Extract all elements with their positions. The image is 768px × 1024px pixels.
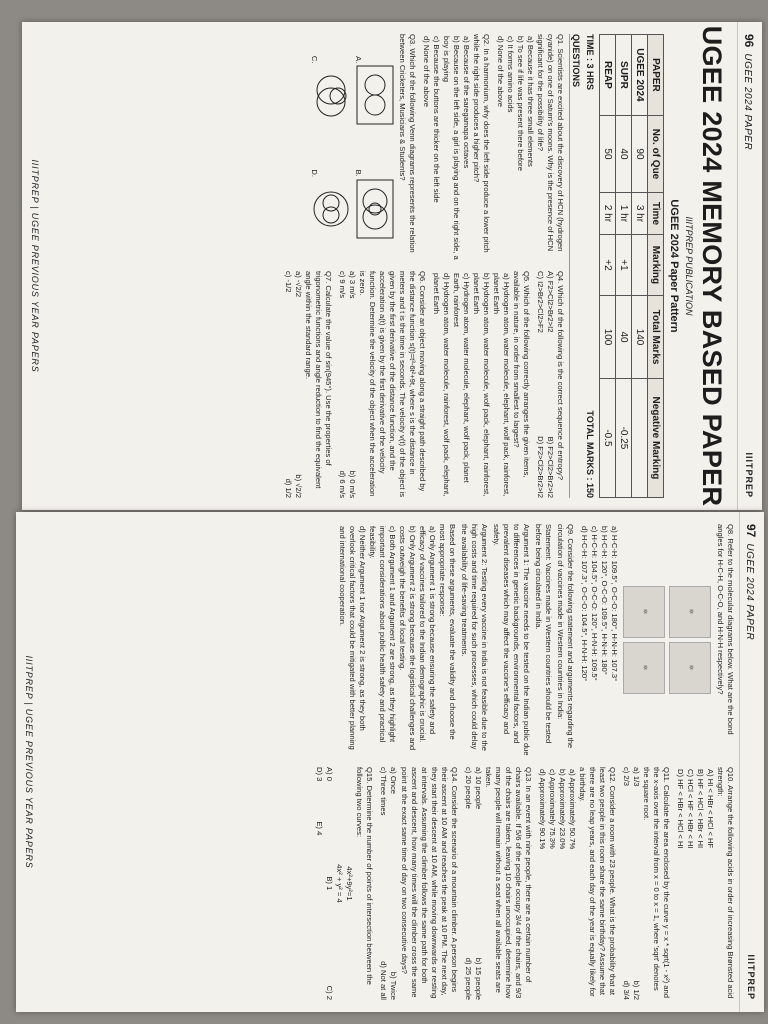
cell: -0.5 bbox=[600, 378, 616, 497]
question-1 bbox=[495, 34, 565, 261]
cell: 100 bbox=[600, 296, 616, 379]
question-5 bbox=[431, 271, 531, 498]
option: D) F2>Cl2>Br2>I2 bbox=[535, 436, 545, 498]
cell: REAP bbox=[600, 35, 616, 116]
option-label: D. bbox=[309, 169, 319, 177]
option: a) Once bbox=[389, 767, 399, 795]
cell: SUPR bbox=[616, 35, 632, 116]
venn-row-1 bbox=[353, 34, 394, 261]
brand-logo: IIITPREP bbox=[746, 954, 756, 1000]
cell: +1 bbox=[616, 234, 632, 295]
pattern-table bbox=[599, 34, 664, 498]
molecule-image: ⚛ bbox=[669, 642, 711, 694]
page-number: 97 bbox=[744, 524, 758, 538]
venn-option-a bbox=[353, 56, 394, 125]
th-marking: Marking bbox=[648, 234, 664, 295]
option: d) 25 people bbox=[463, 957, 473, 1000]
option: b) To see if life was present there before bbox=[515, 36, 525, 171]
question-7 bbox=[283, 271, 333, 498]
question-text: Q12. Consider a room with 23 people. What is the probability that at least two people in this room share the same birthday? Assume that there are no leap years, and each day of the year is equally likely for a birthday. bbox=[577, 767, 617, 997]
table-row bbox=[632, 35, 648, 498]
question-text: Q10. Arrange the following acids in order of increasing Brønsted acid strength: bbox=[715, 767, 735, 999]
question-8 bbox=[579, 524, 735, 757]
page-number: 96 bbox=[742, 34, 756, 48]
argument-1: Argument 1: The vaccine needs to be tested on the Indian public due to differences in genetic backgrounds, environmental factors, and prevalent diseases which may affect the vaccine's efficacy and safety. bbox=[491, 524, 531, 756]
column-1 bbox=[279, 34, 565, 261]
option: A) HI < HBr < HCl < HF bbox=[705, 769, 715, 849]
option: d) Not at all bbox=[379, 961, 389, 1000]
running-header bbox=[739, 512, 764, 1012]
option: d) Neither Argument 1 nor Argument 2 is strong, as they both overlook critical factors that could be mitigated with better planning and international cooperation. bbox=[337, 526, 367, 750]
cell: UGEE 2024 bbox=[632, 35, 648, 116]
option-label: B. bbox=[353, 169, 363, 177]
option: a) Only Argument 1 is strong because ensuring the safety and efficacy of vaccines tailored to the Indian demographic is crucial. bbox=[417, 526, 437, 743]
option: a) -√2/2 bbox=[293, 271, 303, 298]
option: b) H-C-H: 120°, O-C-O: 109.5°, H-N-H: 180° bbox=[599, 526, 609, 675]
question-2 bbox=[421, 34, 491, 261]
question-11 bbox=[621, 767, 671, 1000]
option: a) Approximately 50.7% bbox=[567, 769, 577, 850]
option: c) Hydrogen atom, water molecule, elephant, wolf pack, planet Earth, rainforest bbox=[451, 273, 471, 483]
option: C) 2 bbox=[325, 985, 335, 1000]
running-header bbox=[737, 22, 762, 510]
statement: Statement: Vaccines made in Western countries should be tested before being circulated in India. bbox=[533, 524, 553, 744]
cell: 40 bbox=[616, 296, 632, 379]
option: C) I2>Br2>Cl2>F2 bbox=[535, 271, 545, 333]
option: b) 0 m/s bbox=[347, 470, 357, 498]
running-title: UGEE 2024 PAPER bbox=[744, 543, 755, 641]
venn-diagram-icon bbox=[356, 65, 394, 125]
option: c) -1/2 bbox=[283, 271, 293, 293]
venn-diagram-icon bbox=[356, 179, 394, 239]
argument-2: Argument 2: Testing every vaccine in India is not feasible due to the high costs and time required for such processes, which could delay the availability of life-saving treatments. bbox=[459, 524, 489, 751]
time-marks-row bbox=[585, 34, 595, 498]
venn-diagram-icon bbox=[312, 179, 350, 239]
question-15 bbox=[314, 767, 374, 1000]
cell bbox=[632, 234, 648, 295]
page-footer: IIITPREP | UGEE PREVIOUS YEAR PAPERS bbox=[30, 159, 40, 373]
question-6 bbox=[337, 271, 427, 498]
option: c) 9 m/s bbox=[337, 271, 347, 299]
pattern-title: UGEE 2024 Paper Pattern bbox=[668, 199, 680, 333]
option: b) Twice bbox=[389, 971, 399, 1000]
option: c) H-C-H: 104.5°, O-C-O: 120°, H-N-H: 109.5° bbox=[589, 526, 599, 681]
equation: 4x² + y² = 4 bbox=[335, 864, 345, 903]
question-text: Q14. Consider the scenario of a mountain climber. A person begins their ascent at 10 AM and reaches the peak at 10 PM. The next day, they start their descent at 10 AM, while moving downwards or resting at intervals. Assuming the climber follows the same path for both ascent and descent, how many times will the climber cross the same point at the exact same time of day on two consecutive days? bbox=[399, 767, 459, 999]
cell: 40 bbox=[616, 115, 632, 192]
option: b) Because on the left side, a girl is playing and on the right side, a boy is playing bbox=[441, 36, 461, 260]
option: A) 0 bbox=[325, 767, 335, 781]
option: b) Hydrogen atom, water molecule, wolf pack, elephant, rainforest, planet Earth bbox=[471, 273, 491, 497]
th-time: Time bbox=[648, 193, 664, 235]
column-1 bbox=[310, 524, 735, 757]
page-96 bbox=[22, 22, 762, 510]
question-text: Q5. Which of the following correctly arranges the given items, available in nature, in order from smallest to largest? bbox=[511, 271, 531, 478]
option: a) 3 m/s bbox=[347, 271, 357, 299]
option: d) 3/4 bbox=[621, 980, 631, 1000]
question-text: Q4. Which of the following is the correct sequence of entropy? bbox=[556, 271, 565, 480]
question-3 bbox=[309, 34, 417, 261]
equation: 4x²+9y²=1 bbox=[345, 866, 355, 901]
question-14 bbox=[378, 767, 458, 1000]
question-13 bbox=[463, 767, 533, 1000]
option: E) 4 bbox=[315, 821, 325, 836]
question-text: Q6. Consider an object moving along a straight path described by the distance function s(t)=t³-6t²+9t, where s is the distance in meters and t is the time in seconds. The velocity v(t) of the object is given by the first derivative of the distance function, and the acceleration a(t) is given by the first derivative of the velocity function. Determine the velocity of the object when the acceleration is zero. bbox=[357, 271, 427, 498]
th-paper: PAPER bbox=[648, 35, 664, 116]
option: c) Both Argument 1 and Argument 2 are strong, as they highlight important considerations about public health safety and practical feasibility. bbox=[367, 526, 397, 743]
option: d) H-C-H: 107.3°, O-C-O: 104.5°, H-N-H: 120° bbox=[579, 526, 589, 682]
option: d) 1/2 bbox=[283, 478, 293, 498]
option: c) Because the buttons are thicker on the left side bbox=[431, 36, 441, 203]
question-text: Q9. Consider the following statement and arguments regarding the circulation of vaccines made in Western countries in India: bbox=[555, 524, 575, 749]
page-footer: IIITPREP | UGEE PREVIOUS YEAR PAPERS bbox=[24, 655, 34, 869]
th-count: No. of Que bbox=[648, 115, 664, 192]
table-row bbox=[600, 35, 616, 498]
molecule-image: ⚛ bbox=[669, 586, 711, 638]
question-text: Q7. Calculate the value of sin(945°). Use the properties of trigonometric functions and angle reduction to find the equivalent angle within the standard range. bbox=[303, 271, 333, 489]
question-text: Q3. Which of the following Venn diagrams represents the relation between Cricketers, Musicians & Students? bbox=[397, 34, 417, 253]
cell: 90 bbox=[632, 115, 648, 192]
cell: 50 bbox=[600, 115, 616, 192]
option: a) Because it has three small elements bbox=[525, 36, 535, 167]
option: b) 1/2 bbox=[631, 980, 641, 1000]
venn-option-d bbox=[309, 169, 350, 239]
venn-row-2 bbox=[309, 34, 350, 261]
option: b) Only Argument 2 is strong because the logistical challenges and costs outweigh the benefits of local testing. bbox=[397, 526, 417, 751]
cell: -0.25 bbox=[616, 378, 632, 497]
option: B) 1 bbox=[325, 876, 335, 891]
publication: IIITPREP PUBLICATION bbox=[684, 216, 694, 316]
option-label: A. bbox=[353, 56, 363, 64]
option: A) F2>Cl2>Br2>I2 bbox=[545, 271, 555, 333]
question-9 bbox=[337, 524, 575, 757]
brand-logo: IIITPREP bbox=[744, 452, 754, 498]
th-negative: Negative Marking bbox=[648, 378, 664, 497]
option: d) 6 m/s bbox=[337, 470, 347, 498]
option: b) 15 people bbox=[473, 957, 483, 1000]
option: d) Approximately 90.1% bbox=[537, 769, 547, 850]
option: c) Three times bbox=[379, 767, 389, 816]
time-label: TIME : 3 HRS bbox=[585, 34, 595, 91]
venn-diagram-icon bbox=[312, 66, 350, 126]
cell: +2 bbox=[600, 234, 616, 295]
option: C) HCl < HF < HBr < HI bbox=[685, 769, 695, 849]
column-2 bbox=[310, 767, 735, 1000]
question-text: Q8. Refer to the molecular diagrams below. What are the bond angles for H-C-H, O-C-O, and H-N-H respectively? bbox=[715, 524, 735, 735]
cell: 2 hr bbox=[600, 193, 616, 235]
question-text: Q11. Calculate the area enclosed by the curve y = x * sqrt(1 - x²) and the x-axis over the interval from x = 0 to x = 1, where 'sqrt' denotes the square root. bbox=[641, 767, 671, 998]
cell: 140 bbox=[632, 296, 648, 379]
question-text: Q13. In an event with nine people, there are a certain number of chairs available. If 5/6 of the people occupy 3/4 of the chairs, and 9/3 of the chairs are taken, leaving 10 chairs unoccupied, determine how many people will remain without a seat when all available seats are taken. bbox=[483, 767, 533, 999]
option: c) 2/3 bbox=[621, 767, 631, 786]
venn-option-c bbox=[309, 56, 350, 126]
option: D) HF < HBr < HCl < HI bbox=[675, 769, 685, 849]
cell: 1 hr bbox=[616, 193, 632, 235]
questions-heading: QUESTIONS bbox=[569, 34, 581, 498]
option: c) It forms amino acids bbox=[505, 36, 515, 113]
total-marks-label: TOTAL MARKS : 150 bbox=[585, 410, 595, 498]
option: c) 20 people bbox=[463, 767, 473, 809]
page-97 bbox=[16, 512, 764, 1012]
cell: 3 hr bbox=[632, 193, 648, 235]
question-12 bbox=[537, 767, 617, 1000]
question-text: Q2. In a harmonium, why does the left side produce a lower pitch while the right side produces a higher pitch? bbox=[471, 34, 491, 253]
option: D) 3 bbox=[315, 767, 325, 782]
option: b) √2/2 bbox=[293, 474, 303, 498]
option-label: C. bbox=[309, 55, 319, 64]
column-2 bbox=[279, 271, 565, 498]
question-prompt: Based on these arguments, evaluate the validity and choose the most appropriate response: bbox=[437, 524, 457, 740]
option: d) Hydrogen atom, water molecule, rainforest, wolf pack, elephant, planet Earth bbox=[431, 273, 451, 497]
table-row bbox=[616, 35, 632, 498]
option: a) Because of the saregamapa octaves bbox=[461, 36, 471, 169]
option: d) None of the above bbox=[421, 36, 431, 107]
question-4 bbox=[535, 271, 565, 498]
question-text: Q15. Determine the number of points of intersection between the following two curves: bbox=[355, 767, 375, 985]
molecule-diagrams bbox=[623, 586, 711, 696]
th-total: Total Marks bbox=[648, 296, 664, 379]
running-title: UGEE 2024 PAPER bbox=[742, 53, 753, 151]
option: b) Approximately 23.0% bbox=[557, 769, 567, 850]
option: a) Hydrogen atom, water molecule, elephant, wolf pack, rainforest, planet Earth bbox=[491, 273, 511, 497]
molecule-image: ⚛ bbox=[623, 586, 665, 638]
question-10 bbox=[675, 767, 735, 1000]
question-text: Q1. Scientists are excited about the discovery of HCN (hydrogen cyanide) on one of Saturn's moons. Why is the presence of HCN significant for the possibility of life? bbox=[535, 34, 565, 252]
molecule-image: ⚛ bbox=[623, 642, 665, 694]
cell bbox=[632, 378, 648, 497]
question-columns bbox=[275, 22, 569, 510]
option: a) 1/3 bbox=[631, 767, 641, 787]
option: d) None of the above bbox=[495, 36, 505, 107]
option: B) F2>Cl2>Br2>I2 bbox=[545, 436, 555, 498]
option: B) HF < HCl < HBr < HI bbox=[695, 769, 705, 849]
option: a) 10 people bbox=[473, 767, 483, 810]
question-columns bbox=[306, 512, 739, 1012]
option: a) H-C-H: 109.5°, O-C-O: 180°, H-N-H: 107.3° bbox=[609, 526, 619, 682]
option: c) Approximately 75.3% bbox=[547, 769, 557, 849]
venn-option-b bbox=[353, 170, 394, 239]
paper-title: UGEE 2024 MEMORY BASED PAPER bbox=[697, 25, 727, 507]
